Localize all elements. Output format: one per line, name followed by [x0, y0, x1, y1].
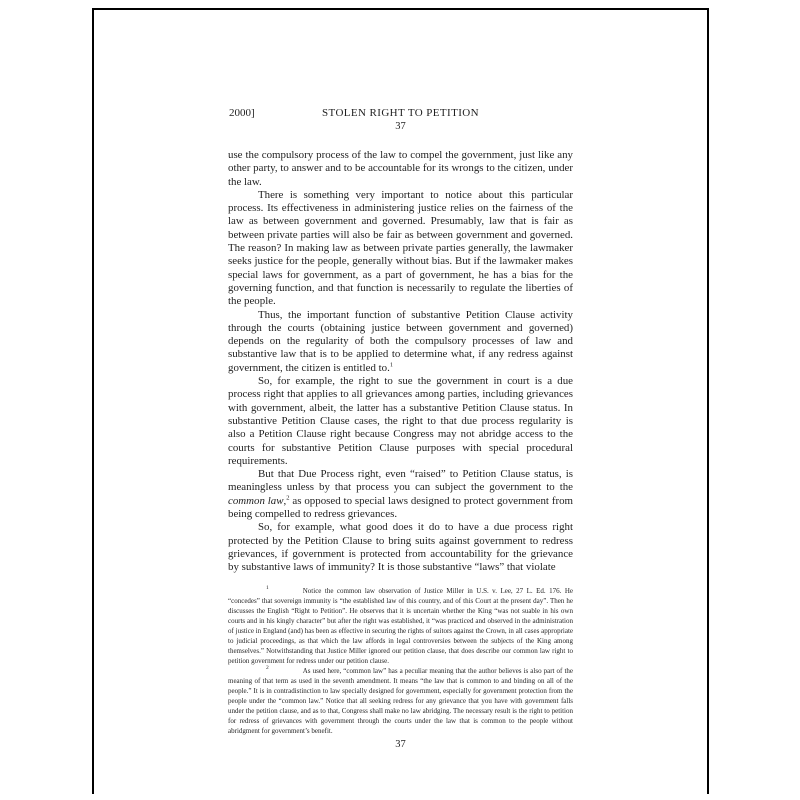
footnote: [228, 586, 573, 666]
body-paragraph: There is something very important to notice about this particular process. Its effectiveness in administering justice relies on the fairness of the law as between government and governed. Presumably, law that is fair as between private parties will also be fair as between government and governed. The reason? In making law as between private parties generally, the lawmaker seeks justice for the people, generally without bias. But if the lawmaker makes special laws for government, as a part of government, he has a bias for the governing function, and that function is necessarily to regulate the liberties of the people.: [228, 188, 573, 308]
body-paragraph: But that Due Process right, even “raised” to Petition Clause status, is meaningless unless by that process you can subject the government to the common law,$^2$ as opposed to special laws designed to protect government from being compelled to redress grievances.: [228, 468, 574, 521]
running-head-title: STOLEN RIGHT TO PETITION: [322, 107, 479, 119]
body-paragraph: Thus, the important function of substantive Petition Clause activity through the courts (obtaining justice between government and governed) depends on the regularity of both the compulsory processes of law and substantive law that is to be applied to determine what, if any redress against government, the citizen is entitled to.$^1$: [228, 308, 573, 374]
footnote-reference: 2: [286, 494, 290, 502]
running-head: [228, 106, 573, 120]
footnote-number: 1: [266, 585, 269, 592]
footnote-text: As used here, “common law” has a peculiar meaning that the author believes is also part of the meaning of that term as used in the seventh amendment. It means “the law that is common to and binding on all of the people.” It is in contradistinction to law specially designed for government, especially for government protection from the people under the “common law.” Notice that all seeking redress for any grievance that you have with government falls under the petition clause, and as to that, Congress shall make no law abridging. The necessary result is the right to petition for redress of grievances with government through the courts under the law that is common to the people without abridgment for government’s benefit.: [228, 666, 573, 735]
body-paragraph: So, for example, the right to sue the government in court is a due process right that applies to all grievances among parties, including grievances with government, albeit, the latter has a substantive Petition Clause status. In substantive Petition Clause cases, the right to that due process regularity is also a Petition Clause right because Congress may not abridge access to the courts for substantive Petition Clause purposes with special procedural requirements.: [228, 375, 573, 467]
bottom-page-number: 37: [395, 738, 406, 750]
footnote: [228, 666, 573, 736]
running-head-year: 2000]: [229, 107, 255, 119]
footnote-text: Notice the common law observation of Justice Miller in U.S. v. Lee, 27 L. Ed. 176. He “concedes” that sovereign immunity is “the established law of this country, and of this Court at the present day”. Then he discusses the English “Right to Petition”. He observes that it is uncertain whether the King “was not suable in his own courts and in his kingly character” but after the right was established, it “was practiced and observed in the administration of justice in England (and) has been as effective in securing the rights of suitors against the Crown, in all cases appropriate to judicial proceedings, as that which the law affords in legal controversies between the subjects of the King among themselves.” Notwithstanding that Justice Miller ignored our petition clause, that does describe our common law right to petition government for redress under our petition clause.: [228, 586, 573, 665]
footnote-number: 2: [266, 665, 269, 672]
body-text: [228, 149, 573, 575]
running-head-page-number: 37: [395, 121, 406, 132]
footnotes-section: [228, 586, 573, 736]
page-content: [228, 106, 573, 750]
body-paragraph: So, for example, what good does it do to have a due process right protected by the Petition Clause to bring suits against government to redress grievances, if government is protected from accountability for the grievance by substantive laws of immunity? It is those substantive “laws” that violate: [228, 521, 573, 574]
body-paragraph: use the compulsory process of the law to compel the government, just like any other party, to answer and to be accountable for its wrongs to the citizen, under the law.: [228, 149, 573, 188]
footnote-reference: 1: [389, 361, 394, 369]
